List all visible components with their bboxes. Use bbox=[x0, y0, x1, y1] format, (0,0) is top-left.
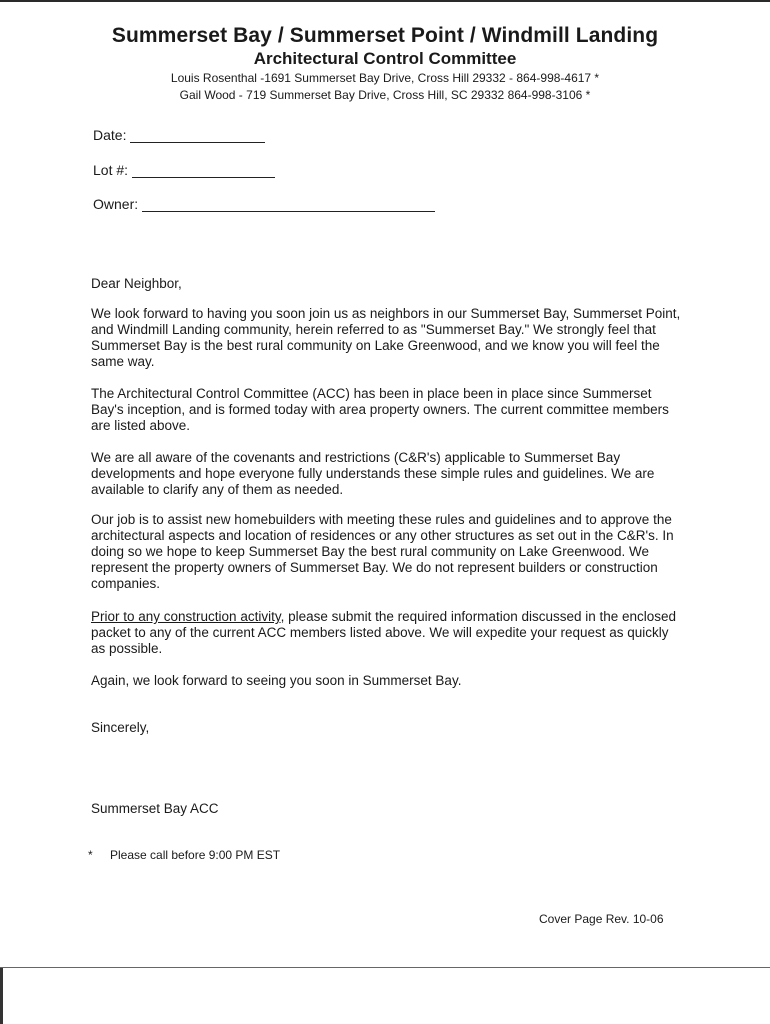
scan-top-edge bbox=[0, 0, 770, 2]
letter-closing: Sincerely, bbox=[91, 720, 150, 735]
page-subtitle: Architectural Control Committee bbox=[253, 49, 517, 68]
date-label: Date: bbox=[93, 127, 127, 143]
scan-page-edge bbox=[0, 967, 770, 968]
letter-paragraph-3: We are all aware of the covenants and restrictions (C&R's) applicable to Summerset Bay developments and hope everyone fully understands these simple rules and guidelines. We are available to clarify any of them as needed. bbox=[91, 450, 655, 497]
footnote-text: Please call before 9:00 PM EST bbox=[110, 848, 281, 862]
contact-line-2: Gail Wood - 719 Summerset Bay Drive, Cross Hill, SC 29332 864-998-3106 * bbox=[179, 88, 591, 102]
owner-field bbox=[93, 196, 435, 212]
date-blank-line bbox=[130, 128, 265, 143]
letter-paragraph-4: Our job is to assist new homebuilders with meeting these rules and guidelines and to approve the architectural aspects and location of residences or any other structures as set out in the C&R's. In doing so we hope to keep Summerset Bay the best rural community on Lake Greenwood. We represent the property owners of Summerset Bay. We do not represent builders or construction companies. bbox=[91, 512, 674, 591]
date-field bbox=[93, 127, 265, 143]
lot-label: Lot #: bbox=[93, 162, 129, 178]
letter-paragraph-5 bbox=[91, 609, 681, 657]
contact-line-1: Louis Rosenthal -1691 Summerset Bay Drive, Cross Hill 29332 - 864-998-4617 * bbox=[170, 71, 600, 85]
revision-label: Cover Page Rev. 10-06 bbox=[539, 912, 664, 926]
scan-left-edge bbox=[0, 968, 3, 1024]
page-title: Summerset Bay / Summerset Point / Windmill Landing bbox=[111, 24, 659, 47]
letter-greeting: Dear Neighbor, bbox=[91, 276, 182, 291]
lot-field bbox=[93, 162, 275, 178]
owner-blank-line bbox=[142, 197, 435, 212]
construction-emphasis: Prior to any construction activity bbox=[91, 609, 281, 624]
letter-paragraph-6: Again, we look forward to seeing you soon in Summerset Bay. bbox=[91, 673, 462, 688]
letter-paragraph-2: The Architectural Control Committee (ACC) has been in place been in place since Summerset Bay's inception, and is formed today with area property owners. The current committee members are listed above. bbox=[91, 386, 669, 433]
letter-signature: Summerset Bay ACC bbox=[91, 801, 219, 816]
footnote-marker: * bbox=[88, 848, 93, 862]
letter-paragraph-5-rest: , please submit the required information discussed in the enclosed packet to any of the current ACC members listed above. We will expedite your request as quickly as possible. bbox=[91, 609, 677, 656]
owner-label: Owner: bbox=[93, 196, 139, 212]
footnote bbox=[88, 848, 280, 862]
letter-paragraph-1: We look forward to having you soon join us as neighbors in our Summerset Bay, Summerset Point, and Windmill Landing community, herein referred to as "Summerset Bay." We strongly feel that Summerset Bay is the best rural community on Lake Greenwood, and we know you will feel the same way. bbox=[91, 306, 681, 369]
lot-blank-line bbox=[132, 163, 275, 178]
